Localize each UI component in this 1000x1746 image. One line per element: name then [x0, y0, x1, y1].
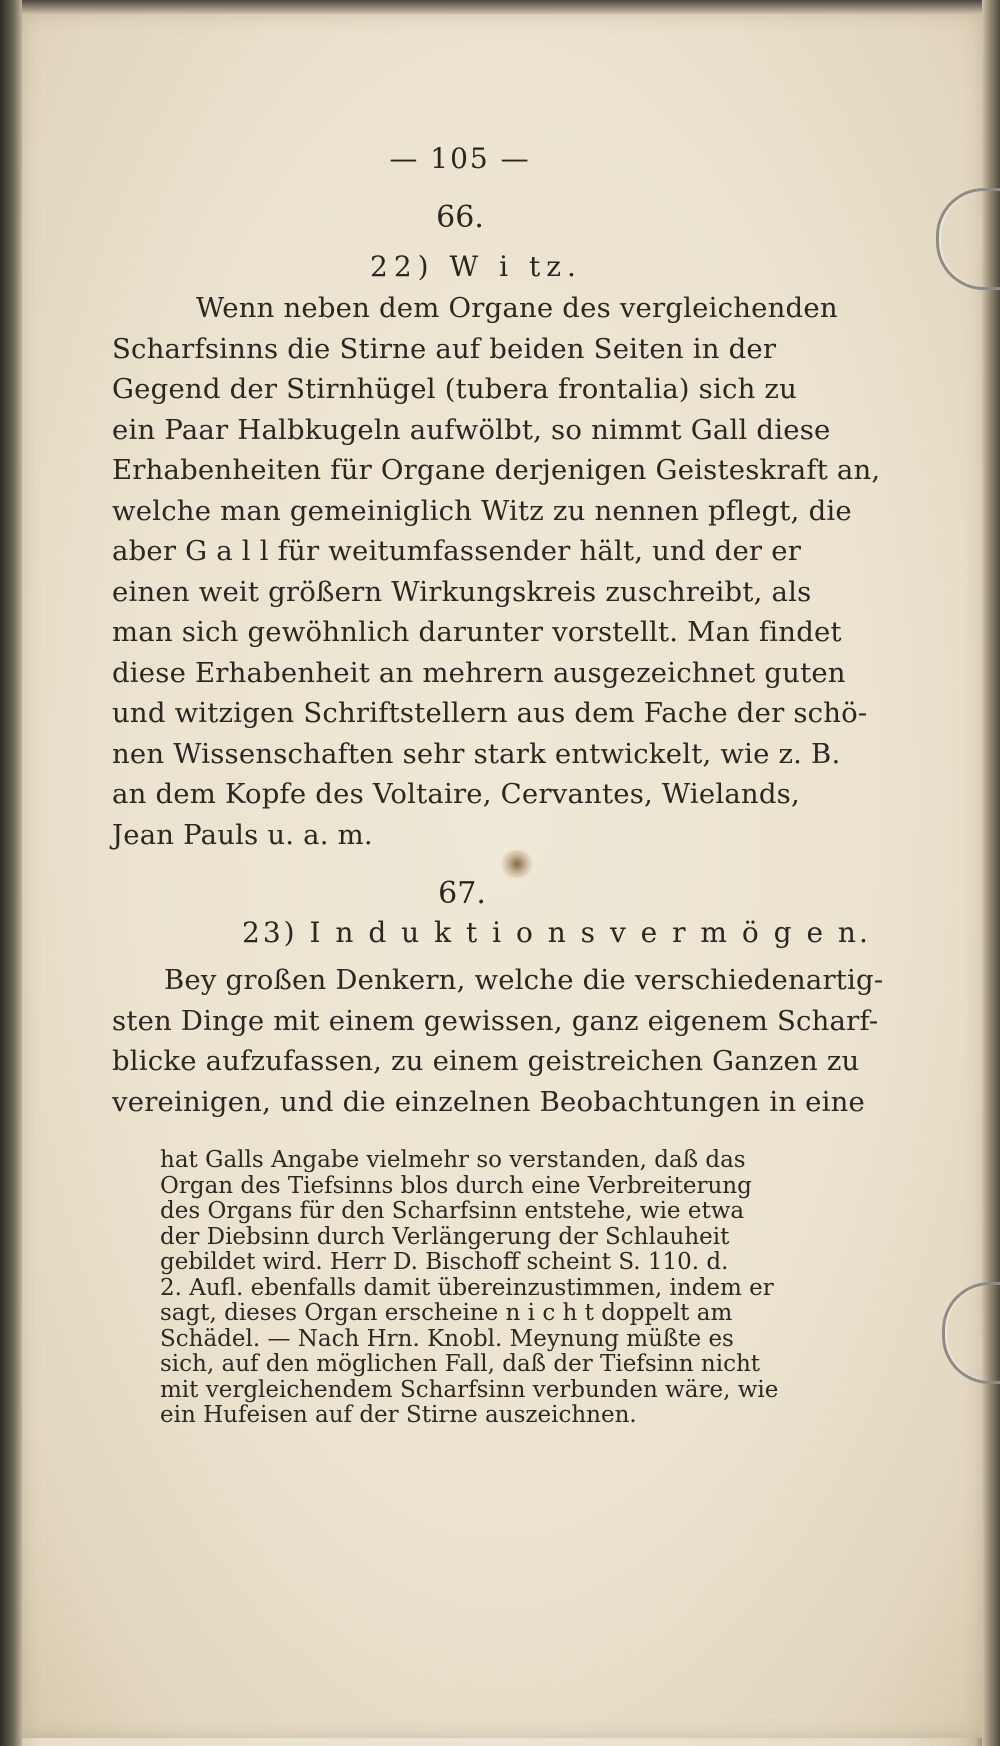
section-body — [112, 288, 881, 855]
section-number: 67. — [438, 876, 486, 911]
text-line: Bey großen Denkern, welche die verschiedenartig- — [164, 964, 884, 996]
text-line: Erhabenheiten für Organe derjenigen Geisteskraft an, — [112, 454, 881, 486]
text-line: vereinigen, und die einzelnen Beobachtungen in eine — [112, 1085, 866, 1118]
text-line: einen weit größern Wirkungskreis zuschreibt, als — [112, 575, 812, 608]
footnote-line: Organ des Tiefsinns blos durch eine Verbreiterung — [160, 1172, 752, 1199]
footnote-line: Schädel. — Nach Hrn. Knobl. Meynung müßte es — [160, 1325, 734, 1352]
footnote-line: ein Hufeisen auf der Stirne auszeichnen. — [160, 1402, 637, 1428]
footnote-line: der Diebsinn durch Verlängerung der Schlauheit — [160, 1223, 730, 1250]
paragraph — [112, 288, 881, 855]
text-line: blicke aufzufassen, zu einem geistreichen Ganzen zu — [112, 1045, 860, 1077]
footnote-line: mit vergleichendem Scharfsinn verbunden wäre, wie — [160, 1376, 779, 1403]
footnote-line: sagt, dieses Organ erscheine n i c h t doppelt am — [160, 1300, 733, 1326]
footnote-line: 2. Aufl. ebenfalls damit übereinzustimmen, indem er — [160, 1274, 774, 1301]
text-line: Scharfsinns die Stirne auf beiden Seiten in der — [112, 332, 777, 365]
text-line: an dem Kopfe des Voltaire, Cervantes, Wielands, — [112, 778, 800, 810]
footnote — [160, 1148, 780, 1429]
text-line: man sich gewöhnlich darunter vorstellt. Man findet — [112, 616, 842, 648]
text-line: diese Erhabenheit an mehrern ausgezeichnet guten — [112, 656, 846, 689]
section-heading: 22) W i tz. — [370, 250, 582, 283]
text-line: sten Dinge mit einem gewissen, ganz eigenem Scharf- — [112, 1004, 879, 1037]
text-line: und witzigen Schriftstellern aus dem Fache der schö- — [112, 697, 868, 729]
text-line: welche man gemeiniglich Witz zu nennen pflegt, die — [112, 494, 852, 527]
book-spine — [0, 0, 22, 1746]
text-line: ein Paar Halbkugeln aufwölbt, so nimmt Gall diese — [112, 413, 831, 446]
footnote-line: gebildet wird. Herr D. Bischoff scheint S. 110. d. — [160, 1249, 729, 1275]
text-line: nen Wissenschaften sehr stark entwickelt, wie z. B. — [112, 737, 841, 770]
text-line: Jean Pauls u. a. m. — [112, 818, 373, 851]
text-line: Gegend der Stirnhügel (tubera frontalia) sich zu — [112, 373, 798, 405]
footnote-line: hat Galls Angabe vielmehr so verstanden, daß das — [160, 1147, 746, 1173]
footnote-line: des Organs für den Scharfsinn entstehe, wie etwa — [160, 1198, 745, 1224]
paragraph — [112, 960, 884, 1122]
section-body — [112, 960, 884, 1122]
section-number: 66. — [436, 200, 484, 235]
page-top-edge — [22, 0, 982, 14]
footnote-line: sich, auf den möglichen Fall, daß der Tiefsinn nicht — [160, 1351, 761, 1377]
section-heading: 23) I n d u k t i o n s v e r m ö g e n. — [242, 916, 871, 949]
page-number: — 105 — — [389, 142, 531, 175]
text-line: aber G a l l für weitumfassender hält, und der er — [112, 535, 802, 567]
text-line: Wenn neben dem Organe des vergleichenden — [196, 292, 838, 324]
